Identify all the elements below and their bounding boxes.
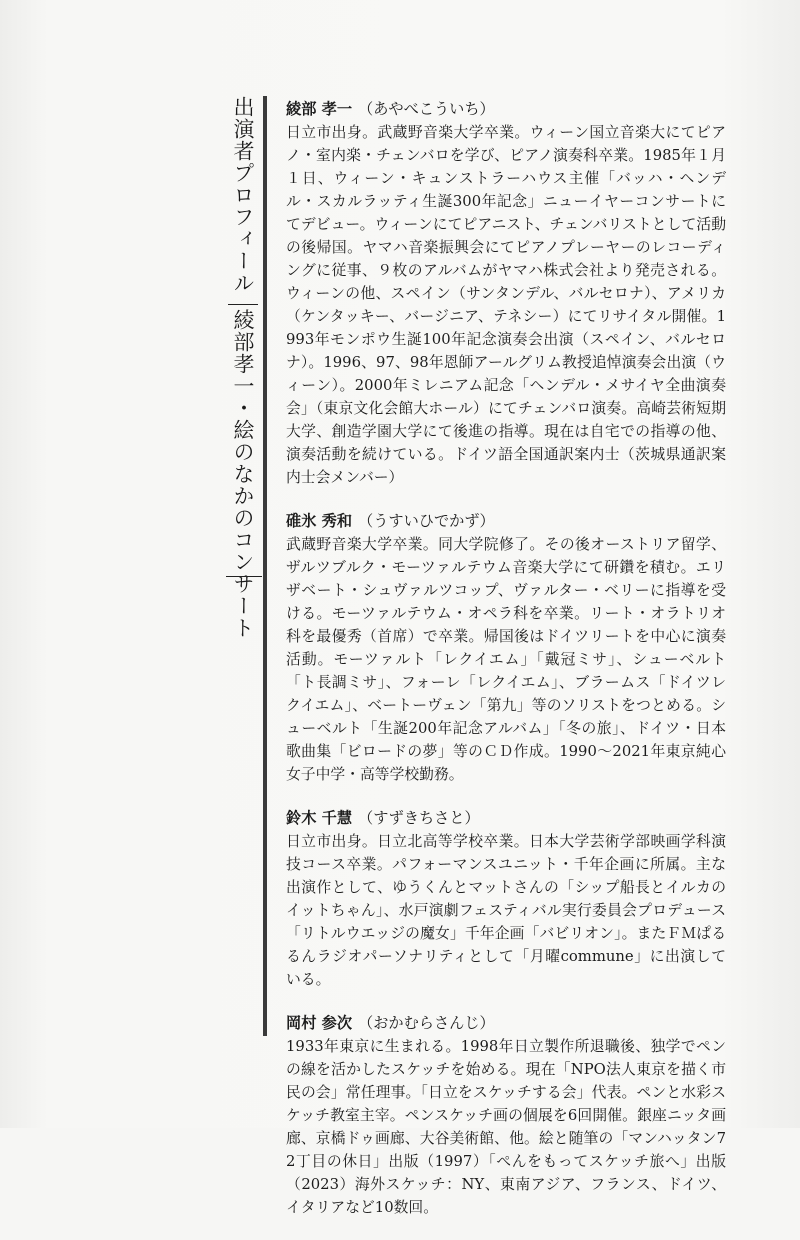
- series-title: 出演者プロフィール: [231, 96, 255, 294]
- profile-heading: [286, 98, 726, 121]
- side-title-end-rule: [226, 576, 262, 577]
- title-separator: [228, 304, 258, 305]
- profile-suzuki: [286, 807, 726, 991]
- name-reading: （うすいひでかず）: [358, 512, 495, 530]
- performer-bio: 日立市出身。武蔵野音楽大学卒業。ウィーン国立音楽大にてピアノ・室内楽・チェンバロを学び、ピアノ演奏科卒業。1985年１月１日、ウィーン・キュンストラーハウス主催「バッハ・ヘンデル・スカルラッティ生誕300年記念」ニューイヤーコンサートにてデビュー。ウィーンにてピアニスト、チェンバリストとして活動の後帰国。ヤマハ音楽振興会にてピアノプレーヤーのレコーディングに従事、９枚のアルバムがヤマハ株式会社より発売される。ウィーンの他、スペイン（サンタンデル、バルセロナ）、アメリカ（ケンタッキー、バージニア、テネシー）にてリサイタル開催。1993年モンポウ生誕100年記念演奏会出演（スペイン、バルセロナ）。1996、97、98年恩師アールグリム教授追悼演奏会出演（ウィーン）。2000年ミレニアム記念「ヘンデル・メサイヤ全曲演奏会」（東京文化会館大ホール）にてチェンバロ演奏。高崎芸術短期大学、創造学園大学にて後進の指導。現在は自宅での指導の他、演奏活動を続けている。ドイツ語全国通訳案内士（茨城県通訳案内士会メンバー）: [286, 124, 726, 486]
- concert-subtitle: 綾部孝一・絵のなかのコンサート: [231, 309, 255, 639]
- name-reading: （あやべこういち）: [358, 100, 495, 118]
- name-reading: （おかむらさんじ）: [358, 1014, 495, 1032]
- profiles: [286, 98, 726, 1240]
- vertical-divider: [263, 96, 267, 1036]
- profile-ayabe: [286, 98, 726, 489]
- side-title: [228, 96, 258, 645]
- performer-name: 鈴木 千慧: [286, 809, 353, 827]
- performer-bio: 1933年東京に生まれる。1998年日立製作所退職後、独学でペンの線を活かしたスケッチを始める。現在「NPO法人東京を描く市民の会」常任理事。「日立をスケッチする会」代表。ペンと水彩スケッチ教室主宰。ペンスケッチ画の個展を6回開催。銀座ニッタ画廊、京橋ドゥ画廊、大谷美術館、他。絵と随筆の「マンハッタン72丁目の休日」出版（1997）「ぺんをもってスケッチ旅へ」出版（2023）海外スケッチ：NY、東南アジア、フランス、ドイツ、イタリアなど10数回。: [286, 1038, 726, 1216]
- performer-name: 岡村 参次: [286, 1014, 353, 1032]
- performer-name: 碓氷 秀和: [286, 512, 353, 530]
- name-reading: （すずきちさと）: [358, 809, 480, 827]
- performer-bio: 日立市出身。日立北高等学校卒業。日本大学芸術学部映画学科演技コース卒業。パフォーマンスユニット・千年企画に所属。主な出演作として、ゆうくんとマットさんの「シップ船長とイルカのイットちゃん」、水戸演劇フェスティバル実行委員会プロデュース「リトルウエッジの魔女」千年企画「バビリオン」。またＦＭぱるるんラジオパーソナリティとして「月曜commune」に出演している。: [286, 833, 726, 988]
- profile-okamura: [286, 1012, 726, 1219]
- performer-bio: 武蔵野音楽大学卒業。同大学院修了。その後オーストリア留学、ザルツブルク・モーツァルテウム音楽大学にて研鑽を積む。エリザベート・シュヴァルツコップ、ヴァルター・ベリーに指導を受ける。モーツァルテウム・オペラ科を卒業。リート・オラトリオ科を最優秀（首席）で卒業。帰国後はドイツリートを中心に演奏活動。モーツァルト「レクイエム」「戴冠ミサ」、シューベルト「ト長調ミサ」、フォーレ「レクイエム」、ブラームス「ドイツレクイエム」、ベートーヴェン「第九」等のソリストをつとめる。シューベルト「生誕200年記念アルバム」「冬の旅」、ドイツ・日本歌曲集「ビロードの夢」等のＣＤ作成。1990～2021年東京純心女子中学・高等学校勤務。: [286, 536, 726, 783]
- profile-usui: [286, 510, 726, 786]
- performer-name: 綾部 孝一: [286, 100, 353, 118]
- profile-heading: [286, 807, 726, 830]
- profile-heading: [286, 510, 726, 533]
- profile-heading: [286, 1012, 726, 1035]
